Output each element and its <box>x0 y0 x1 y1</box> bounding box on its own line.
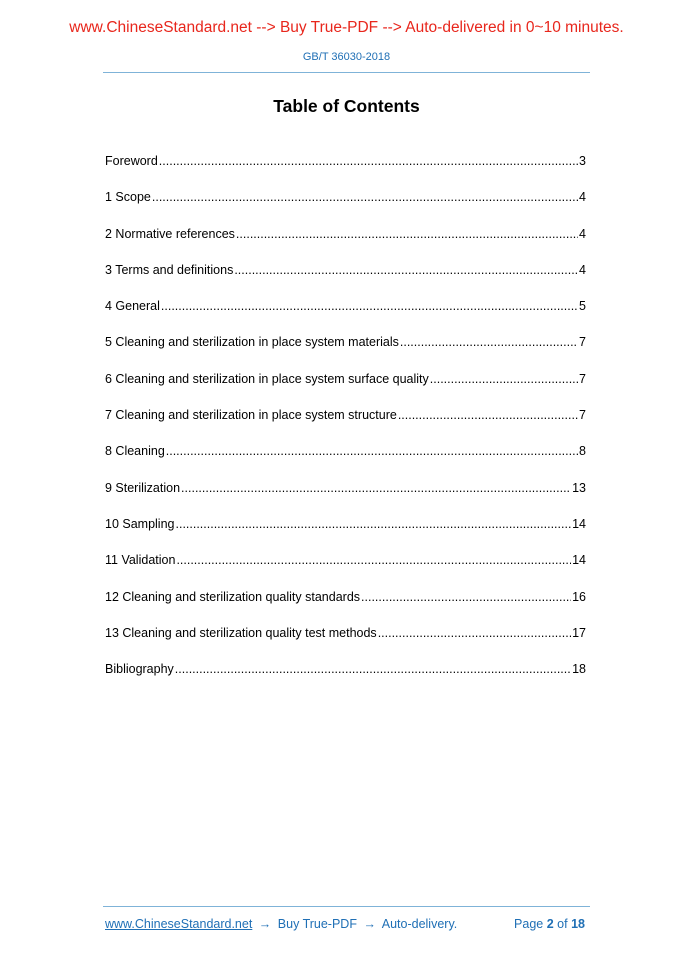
toc-entry-sterilization[interactable] <box>105 479 586 515</box>
toc-entry-page: 14 <box>572 516 586 531</box>
toc-entry-page: 3 <box>579 154 586 168</box>
toc-entry-label: 12 Cleaning and sterilization quality standards <box>105 589 361 604</box>
toc-entry-page: 4 <box>579 262 586 277</box>
toc-entry-structure[interactable] <box>105 406 586 442</box>
toc-dot-leader <box>361 588 571 606</box>
toc-dot-leader <box>176 515 572 533</box>
toc-entry-label: 6 Cleaning and sterilization in place system surface quality <box>105 371 429 386</box>
toc-entry-page: 7 <box>579 371 586 386</box>
toc-dot-leader <box>175 660 571 678</box>
footer-delivery-text: Auto-delivery. <box>381 917 458 931</box>
toc-entry-label: 7 Cleaning and sterilization in place system structure <box>105 408 397 423</box>
footer-divider <box>103 906 590 907</box>
toc-entry-normative-references[interactable] <box>105 225 586 261</box>
toc-entry-page: 18 <box>572 662 586 677</box>
toc-entry-page: 14 <box>572 553 586 568</box>
toc-dot-leader <box>378 624 571 642</box>
toc-entry-page: 4 <box>579 190 586 205</box>
right-arrow-icon: → <box>258 917 272 931</box>
standard-number: GB/T 36030-2018 <box>302 51 391 63</box>
toc-dot-leader <box>152 188 578 206</box>
right-arrow-icon: → <box>363 917 376 931</box>
toc-entry-label: 5 Cleaning and sterilization in place system materials <box>105 335 399 350</box>
toc-entry-page: 16 <box>572 589 586 604</box>
toc-entry-page: 8 <box>579 444 586 459</box>
toc-entry-page: 4 <box>579 226 586 241</box>
toc-entry-bibliography[interactable] <box>105 660 586 696</box>
toc-dot-leader <box>430 370 578 388</box>
top-banner[interactable]: www.ChineseStandard.net --> Buy True-PDF --> Auto-delivered in 0~10 minutes. <box>69 19 624 36</box>
header-divider <box>103 72 590 73</box>
page-footer <box>105 917 585 931</box>
toc-dot-leader <box>161 297 578 315</box>
toc-entry-label: 13 Cleaning and sterilization quality test methods <box>105 625 377 640</box>
footer-buy-text: Buy True-PDF <box>277 917 357 931</box>
current-page-number: 2 <box>546 917 554 931</box>
toc-entry-page: 5 <box>579 299 586 314</box>
footer-site-link[interactable]: www.ChineseStandard.net <box>105 917 253 931</box>
toc-dot-leader <box>400 333 578 351</box>
toc-dot-leader <box>181 479 571 497</box>
toc-entry-terms-and-definitions[interactable] <box>105 261 586 297</box>
toc-dot-leader <box>236 225 578 243</box>
toc-entry-sampling[interactable] <box>105 515 586 551</box>
toc-entry-label: 11 Validation <box>105 553 176 568</box>
toc-list <box>105 152 586 696</box>
toc-entry-label: 1 Scope <box>105 190 151 205</box>
toc-dot-leader <box>166 442 578 460</box>
toc-entry-label: 3 Terms and definitions <box>105 262 234 277</box>
toc-entry-label: Foreword <box>105 154 158 168</box>
page-indicator <box>514 917 585 931</box>
toc-entry-page: 7 <box>579 335 586 350</box>
toc-dot-leader <box>159 152 578 170</box>
toc-entry-label: 10 Sampling <box>105 516 175 531</box>
toc-dot-leader <box>234 261 578 279</box>
toc-entry-page: 7 <box>579 408 586 423</box>
toc-entry-scope[interactable] <box>105 188 586 224</box>
total-pages-number: 18 <box>571 917 585 931</box>
toc-entry-foreword[interactable] <box>105 152 586 188</box>
toc-entry-validation[interactable] <box>105 551 586 587</box>
toc-entry-label: 8 Cleaning <box>105 444 165 459</box>
toc-title: Table of Contents <box>273 96 420 116</box>
toc-entry-surface-quality[interactable] <box>105 370 586 406</box>
toc-entry-page: 13 <box>572 480 586 495</box>
toc-entry-cleaning[interactable] <box>105 442 586 478</box>
toc-entry-general[interactable] <box>105 297 586 333</box>
toc-dot-leader <box>176 551 571 569</box>
of-label: of <box>557 917 568 931</box>
toc-entry-label: 2 Normative references <box>105 226 235 241</box>
toc-entry-label: 9 Sterilization <box>105 480 181 495</box>
toc-entry-test-methods[interactable] <box>105 624 586 660</box>
page-label: Page <box>514 917 544 931</box>
toc-dot-leader <box>398 406 578 424</box>
toc-entry-label: 4 General <box>105 299 160 314</box>
toc-entry-quality-standards[interactable] <box>105 588 586 624</box>
toc-entry-label: Bibliography <box>105 662 174 677</box>
toc-entry-materials[interactable] <box>105 333 586 369</box>
toc-entry-page: 17 <box>572 625 586 640</box>
